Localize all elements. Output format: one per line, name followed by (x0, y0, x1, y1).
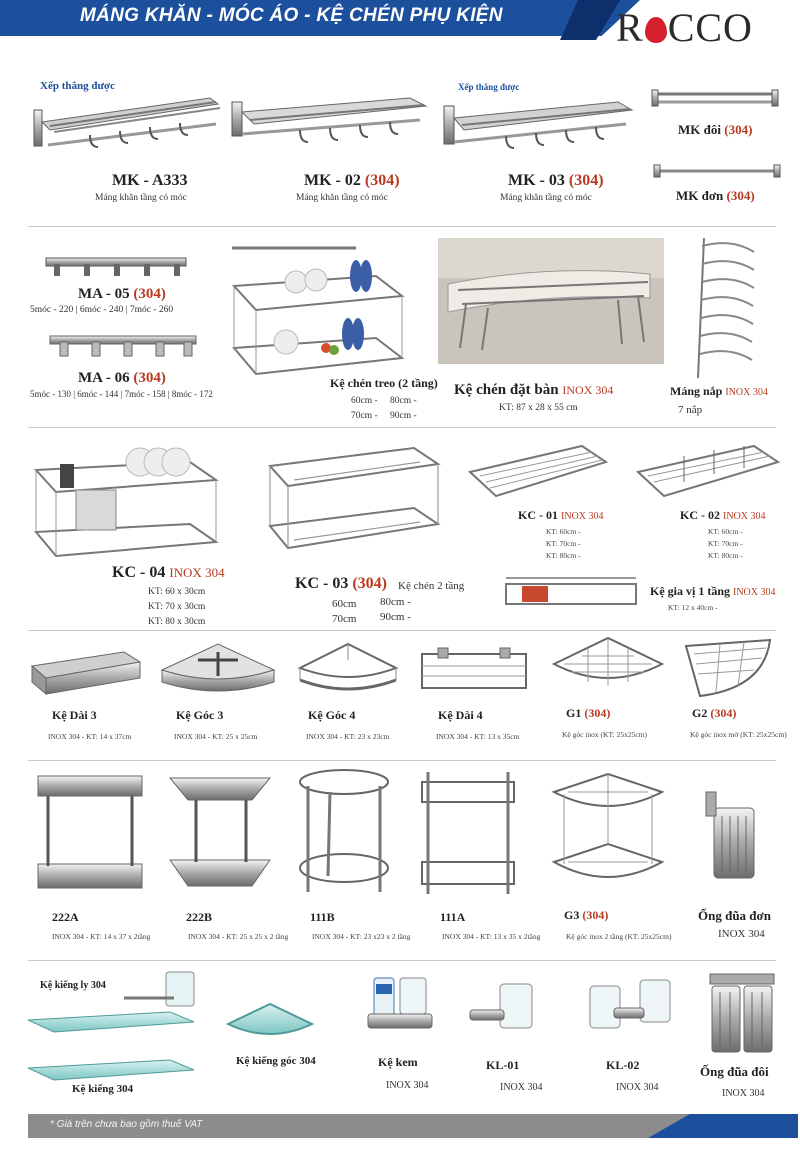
size-label: KT: 60 x 30cm (148, 587, 206, 597)
countertop-dish-rack-photo (438, 238, 664, 364)
product-spec: Kệ góc inox mờ (KT: 25x25cm) (690, 730, 787, 739)
product-desc-mk03: Máng khăn tầng có móc (500, 193, 592, 203)
product-name-glass-cup-shelf: Kệ kiếng ly 304 (40, 980, 106, 991)
cup-holder-kl01-image (466, 980, 542, 1036)
chopstick-holder-single-image (700, 788, 764, 884)
product-name: G2 (304) (692, 706, 737, 720)
fold-note-2: Xếp thẳng được (458, 82, 520, 92)
corner-rack-g3-image (548, 770, 668, 898)
divider (28, 760, 776, 761)
corner-rack-g1-image (548, 634, 668, 696)
divider (28, 226, 776, 227)
product-spec: INOX 304 - KT: 13 x 35 x 2tầng (442, 932, 541, 941)
product-code-mk-doi: MK đôi (304) (678, 122, 753, 137)
product-name: G1 (304) (566, 706, 611, 720)
size-label: 80cm - (390, 396, 417, 406)
dish-rack-kc01-image (466, 442, 608, 504)
product-name: 222A (52, 910, 79, 924)
size-label: KT: 70 x 30cm (148, 602, 206, 612)
footer-accent (648, 1114, 798, 1138)
product-spec: Kệ góc inox (KT: 25x25cm) (562, 730, 648, 739)
product-spec: INOX 304 (616, 1082, 659, 1093)
size-label: KT: 80 x 30cm (148, 617, 206, 627)
hook-rail-ma05-image (44, 256, 189, 278)
product-spec: INOX 304 - KT: 25 x 25 x 2 tầng (188, 932, 289, 941)
size-label: KT: 80cm - (708, 551, 743, 560)
towel-rack-mk03-image (440, 92, 635, 162)
fold-note: Xếp thẳng được (40, 80, 116, 92)
divider (28, 630, 776, 631)
towel-bar-double-image (650, 88, 780, 108)
product-code-mk02: MK - 02 (304) (304, 172, 400, 189)
size-label: KT: 70cm - (708, 539, 743, 548)
product-code-mk-don: MK đơn (304) (676, 188, 755, 203)
product-spec: INOX 304 - KT: 25 x 25cm (174, 732, 258, 741)
page-title: MÁNG KHĂN - MÓC ÁO - KỆ CHÉN PHỤ KIỆN (80, 5, 503, 26)
product-size-spice-rack: KT: 12 x 40cm - (668, 603, 718, 612)
size-label: 60cm (332, 598, 357, 610)
lid-rack-image (686, 234, 766, 384)
shelf-111b-image (294, 766, 394, 898)
size-label: KT: 60cm - (546, 527, 581, 536)
product-sub-kc03: Kệ chén 2 tầng (398, 580, 465, 592)
product-count-lid-rack: 7 nắp (678, 404, 703, 416)
spice-rack-image (502, 574, 640, 614)
product-sizes-ma05: 5móc - 220 | 6móc - 240 | 7móc - 260 (30, 305, 174, 315)
product-desc-mk-a333: Máng khăn tầng có móc (95, 193, 187, 203)
product-code-kc04: KC - 04 INOX 304 (112, 564, 225, 581)
product-name: 222B (186, 910, 213, 924)
product-spec: INOX 304 - KT: 14 x 37cm (48, 732, 132, 741)
shelf-ke-dai-4-image (418, 646, 530, 696)
hook-rail-ma06-image (48, 334, 198, 358)
product-name: Ống đũa đơn (698, 908, 771, 923)
divider (28, 960, 776, 961)
toothpaste-holder-image (364, 970, 436, 1042)
product-name-countertop-rack: Kệ chén đặt bàn INOX 304 (454, 382, 614, 398)
product-code-kc03: KC - 03 (304) (295, 575, 387, 592)
towel-rack-a333-image (30, 90, 225, 160)
product-name: 111A (440, 910, 466, 924)
product-spec: INOX 304 - KT: 14 x 37 x 2tầng (52, 932, 151, 941)
product-code-ma06: MA - 06 (304) (78, 370, 166, 386)
product-sizes-ma06: 5móc - 130 | 6móc - 144 | 7móc - 158 | 8móc - 172 (30, 389, 213, 399)
size-label: 70cm - (351, 411, 378, 421)
shelf-ke-goc-4-image (294, 640, 402, 698)
shelf-111a-image (416, 768, 520, 898)
size-label: KT: 60cm - (708, 527, 743, 536)
product-name-lid-rack: Máng nắp INOX 304 (670, 384, 768, 398)
product-name: Kệ Dài 3 (52, 708, 97, 722)
product-code-kc02: KC - 02 INOX 304 (680, 508, 766, 522)
cup-holder-kl02-image (584, 974, 676, 1036)
towel-bar-single-image (652, 164, 782, 178)
dish-rack-kc03-image (264, 436, 444, 566)
size-label: 70cm (332, 613, 357, 625)
footer-bar (28, 1114, 798, 1138)
product-desc-mk02: Máng khăn tầng có móc (296, 193, 388, 203)
shelf-ke-dai-3-image (28, 648, 144, 698)
product-name-glass-corner: Kệ kiếng góc 304 (236, 1055, 316, 1067)
product-name: Kệ kem (378, 1055, 418, 1069)
product-name: KL-02 (606, 1058, 640, 1072)
shelf-222a-image (34, 770, 146, 898)
divider (28, 427, 776, 428)
product-name-glass-shelf: Kệ kiếng 304 (72, 1083, 134, 1095)
product-spec: INOX 304 - KT: 13 x 35cm (436, 732, 520, 741)
size-label: KT: 70cm - (546, 539, 581, 548)
product-spec: INOX 304 (386, 1080, 429, 1091)
brand-logo-dot (645, 17, 667, 43)
product-size-countertop-rack: KT: 87 x 28 x 55 cm (499, 403, 578, 413)
product-name: Ống đũa đôi (700, 1064, 769, 1079)
size-label: KT: 80cm - (546, 551, 581, 560)
shelf-222b-image (166, 770, 274, 898)
product-spec: INOX 304 - KT: 23 x 23cm (306, 732, 390, 741)
product-code-mk03: MK - 03 (304) (508, 172, 604, 189)
product-name-hanging-rack: Kệ chén treo (2 tầng) (330, 376, 438, 390)
brand-logo: R CCO (616, 5, 753, 50)
glass-shelves-image (24, 968, 200, 1088)
corner-rack-g2-image (680, 634, 776, 700)
product-name: Kệ Dài 4 (438, 708, 483, 722)
product-name: 111B (310, 910, 335, 924)
dish-rack-kc02-image (634, 442, 782, 504)
vat-note: * Giá trên chưa bao gồm thuế VAT (50, 1119, 203, 1130)
product-code-mk-a333: MK - A333 (112, 172, 188, 189)
towel-rack-mk02-image (230, 90, 430, 160)
product-code-ma05: MA - 05 (304) (78, 286, 166, 302)
product-spec: INOX 304 (500, 1082, 543, 1093)
glass-corner-shelf-image (224, 1000, 316, 1046)
product-name: Kệ Góc 3 (176, 708, 224, 722)
shelf-ke-goc-3-image (158, 640, 278, 698)
product-name-spice-rack: Kệ gia vị 1 tầng INOX 304 (650, 584, 776, 598)
size-label: 60cm - (351, 396, 378, 406)
chopstick-holder-double-image (706, 970, 778, 1060)
size-label: 80cm - (380, 596, 411, 608)
product-code-kc01: KC - 01 INOX 304 (518, 508, 604, 522)
product-spec: Kệ góc inox 2 tầng (KT: 25x25cm) (566, 932, 672, 941)
product-name: KL-01 (486, 1058, 520, 1072)
dish-rack-kc04-image (30, 440, 220, 570)
size-label: 90cm - (380, 611, 411, 623)
size-label: 90cm - (390, 411, 417, 421)
product-spec: INOX 304 (722, 1088, 765, 1099)
product-name: Kệ Góc 4 (308, 708, 356, 722)
product-spec: INOX 304 - KT: 23 x23 x 2 tầng (312, 932, 411, 941)
hanging-dish-rack-image (226, 238, 411, 388)
product-spec: INOX 304 (718, 928, 765, 940)
product-name: G3 (304) (564, 908, 609, 922)
